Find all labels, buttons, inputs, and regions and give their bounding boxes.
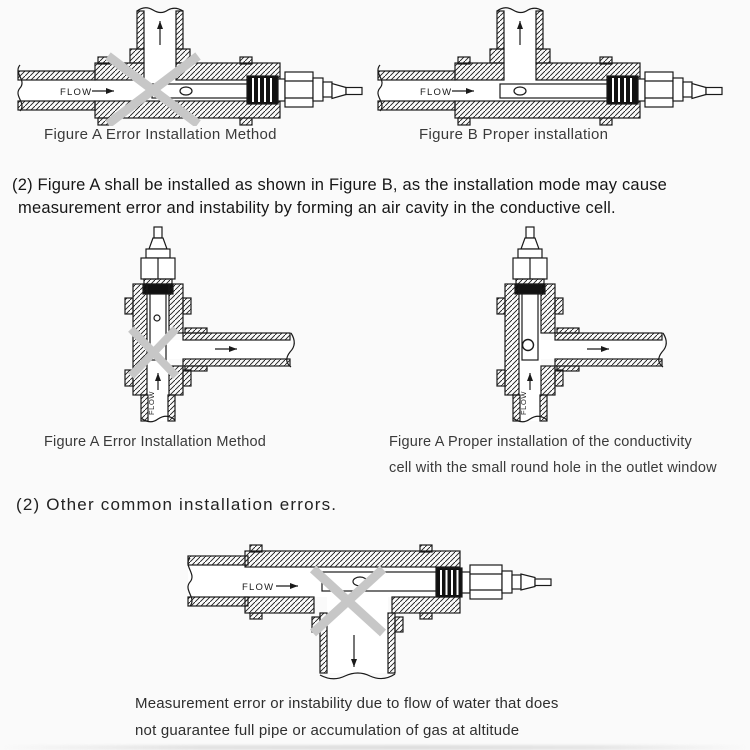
figure-a-top-caption: Figure A Error Installation Method — [44, 126, 277, 143]
caption-line-2: not guarantee full pipe or accumulation of gas at altitude — [135, 722, 520, 739]
probe-hole — [523, 340, 534, 351]
bottom-caption — [135, 690, 559, 744]
figure-a-middle-error-diagram — [35, 225, 315, 425]
figure-b-top-diagram — [370, 1, 730, 126]
figure-a-middle-error-caption: Figure A Error Installation Method — [44, 434, 266, 450]
probe-hole — [514, 87, 526, 95]
note-line-2: measurement error and instability by forming an air cavity in the conductive cell. — [18, 199, 616, 217]
note-line-1: (2) Figure A shall be installed as shown in Figure B, as the installation mode may cause — [12, 176, 668, 194]
installation-note — [12, 174, 667, 220]
probe-hole — [180, 87, 192, 95]
figure-a-middle-proper-caption — [389, 429, 717, 481]
probe-hole — [154, 315, 160, 321]
bottom-error-diagram — [180, 527, 580, 692]
other-errors-heading: (2) Other common installation errors. — [16, 495, 338, 514]
caption-line-1: Figure A Proper installation of the conductivity — [389, 434, 692, 450]
figure-b-top-caption: Figure B Proper installation — [419, 126, 609, 143]
figure-a-top-diagram — [10, 1, 370, 126]
caption-line-2: cell with the small round hole in the outlet window — [389, 460, 717, 476]
page-bottom-edge-artifact — [0, 745, 750, 750]
figure-a-middle-proper-diagram — [407, 225, 687, 425]
caption-line-1: Measurement error or instability due to flow of water that does — [135, 695, 559, 712]
